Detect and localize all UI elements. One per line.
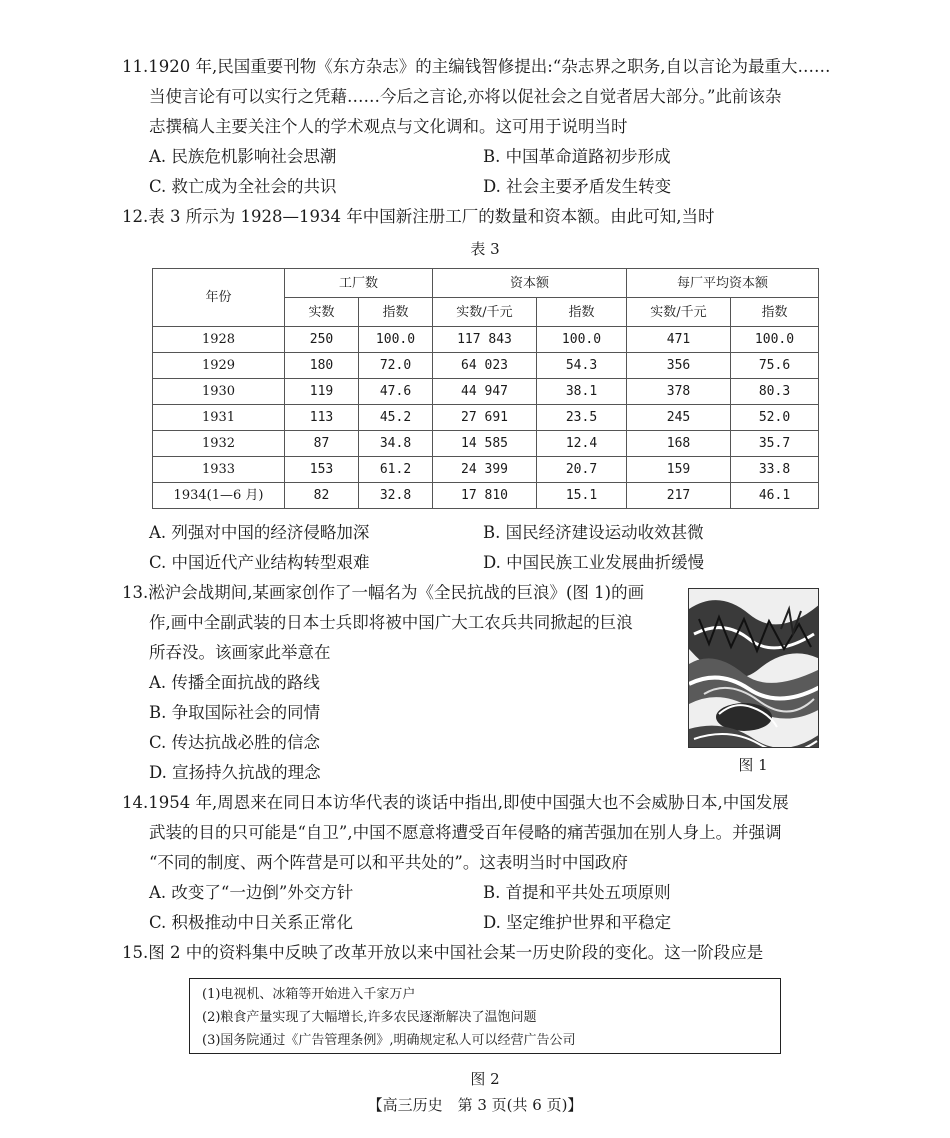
q11-option-a[interactable]: A. 民族危机影响社会思潮 [149, 147, 337, 166]
table-cell: 12.4 [537, 431, 627, 457]
figure-1-caption: 图 1 [738, 756, 768, 774]
factory-count-header: 工厂数 [285, 269, 433, 298]
q11-option-c[interactable]: C. 救亡成为全社会的共识 [149, 177, 337, 196]
question-14-line-2: 武装的目的只可能是“自卫”,中国不愿意将遭受百年侵略的痛苦强加在别人身上。并强调 [149, 823, 782, 842]
table-cell: 23.5 [537, 405, 627, 431]
table-cell: 15.1 [537, 483, 627, 509]
table-row [153, 379, 819, 405]
table-cell: 61.2 [359, 457, 433, 483]
q13-option-a[interactable]: A. 传播全面抗战的路线 [149, 673, 320, 692]
year-cell: 1933 [153, 457, 285, 483]
sub-header: 指数 [731, 298, 819, 327]
question-11-line-2: 当使言论有可以实行之凭藉……今后之言论,亦将以促社会之自觉者居大部分。”此前该杂 [149, 87, 782, 106]
table-cell: 20.7 [537, 457, 627, 483]
table-cell: 117 843 [433, 327, 537, 353]
table-row [153, 327, 819, 353]
table-cell: 32.8 [359, 483, 433, 509]
table-cell: 100.0 [731, 327, 819, 353]
year-cell: 1931 [153, 405, 285, 431]
question-15-stem: 15.图 2 中的资料集中反映了改革开放以来中国社会某一历史阶段的变化。这一阶段应是 [122, 943, 764, 962]
question-12 [122, 202, 832, 232]
sub-header: 实数 [285, 298, 359, 327]
question-11-line-1: 11.1920 年,民国重要刊物《东方杂志》的主编钱智修提出:“杂志界之职务,自以言论为最重大…… [122, 57, 831, 76]
table-row [153, 405, 819, 431]
q14-option-a[interactable]: A. 改变了“一边倒”外交方针 [149, 883, 354, 902]
question-11-line-3: 志撰稿人主要关注个人的学术观点与文化调和。这可用于说明当时 [149, 117, 628, 136]
table-cell: 47.6 [359, 379, 433, 405]
table-cell: 245 [627, 405, 731, 431]
figure-2-caption: 图 2 [470, 1070, 500, 1088]
table-cell: 35.7 [731, 431, 819, 457]
table-cell: 159 [627, 457, 731, 483]
year-cell: 1930 [153, 379, 285, 405]
figure-2-box [189, 978, 781, 1054]
q14-option-d[interactable]: D. 坚定维护世界和平稳定 [483, 913, 672, 932]
avg-capital-header: 每厂平均资本额 [627, 269, 819, 298]
year-header: 年份 [153, 269, 285, 327]
table-cell: 46.1 [731, 483, 819, 509]
figure-2-item: (2)粮食产量实现了大幅增长,许多农民逐渐解决了温饱问题 [202, 1010, 537, 1025]
q12-option-d[interactable]: D. 中国民族工业发展曲折缓慢 [483, 553, 705, 572]
table-cell: 119 [285, 379, 359, 405]
table-cell: 87 [285, 431, 359, 457]
q13-option-c[interactable]: C. 传达抗战必胜的信念 [149, 733, 321, 752]
table-row [153, 483, 819, 509]
q14-option-b[interactable]: B. 首提和平共处五项原则 [483, 883, 671, 902]
question-14-line-1: 14.1954 年,周恩来在同日本访华代表的谈话中指出,即使中国强大也不会威胁日本,中国发展 [122, 793, 789, 812]
table-cell: 44 947 [433, 379, 537, 405]
figure-1-painting [688, 588, 819, 748]
table-cell: 180 [285, 353, 359, 379]
q13-option-d[interactable]: D. 宣扬持久抗战的理念 [149, 763, 321, 782]
question-12-options [122, 518, 832, 578]
page-footer: 【高三历史 第 3 页(共 6 页)】 [367, 1096, 583, 1114]
table-cell: 75.6 [731, 353, 819, 379]
question-12-stem: 12.表 3 所示为 1928—1934 年中国新注册工厂的数量和资本额。由此可知,当时 [122, 207, 715, 226]
figure-2-item: (1)电视机、冰箱等开始进入千家万户 [202, 987, 416, 1002]
question-13-line-2: 作,画中全副武装的日本士兵即将被中国广大工农兵共同掀起的巨浪 [149, 613, 633, 632]
sub-header: 实数/千元 [627, 298, 731, 327]
q13-option-b[interactable]: B. 争取国际社会的同情 [149, 703, 321, 722]
sub-header: 指数 [537, 298, 627, 327]
question-13-line-3: 所吞没。该画家此举意在 [149, 643, 331, 662]
table-cell: 33.8 [731, 457, 819, 483]
question-14 [122, 788, 834, 938]
table-cell: 72.0 [359, 353, 433, 379]
year-cell: 1932 [153, 431, 285, 457]
table-cell: 45.2 [359, 405, 433, 431]
table-cell: 54.3 [537, 353, 627, 379]
table-row [153, 353, 819, 379]
table-cell: 153 [285, 457, 359, 483]
sub-header: 实数/千元 [433, 298, 537, 327]
table-cell: 217 [627, 483, 731, 509]
year-cell: 1928 [153, 327, 285, 353]
question-13 [122, 578, 682, 788]
table-cell: 378 [627, 379, 731, 405]
q12-option-a[interactable]: A. 列强对中国的经济侵略加深 [149, 523, 370, 542]
table-cell: 80.3 [731, 379, 819, 405]
question-14-line-3: “不同的制度、两个阵营是可以和平共处的”。这表明当时中国政府 [149, 853, 628, 872]
table-cell: 356 [627, 353, 731, 379]
question-15 [122, 938, 834, 968]
table-row [153, 431, 819, 457]
figure-2-item: (3)国务院通过《广告管理条例》,明确规定私人可以经营广告公司 [202, 1033, 576, 1048]
table-cell: 64 023 [433, 353, 537, 379]
table-cell: 17 810 [433, 483, 537, 509]
q11-option-d[interactable]: D. 社会主要矛盾发生转变 [483, 177, 672, 196]
table-cell: 100.0 [537, 327, 627, 353]
table-cell: 34.8 [359, 431, 433, 457]
table-cell: 113 [285, 405, 359, 431]
question-11 [122, 52, 834, 202]
q12-option-c[interactable]: C. 中国近代产业结构转型艰难 [149, 553, 370, 572]
capital-header: 资本额 [433, 269, 627, 298]
table-row [153, 457, 819, 483]
table-cell: 471 [627, 327, 731, 353]
painting-illustration-icon [689, 589, 819, 748]
sub-header: 指数 [359, 298, 433, 327]
q11-option-b[interactable]: B. 中国革命道路初步形成 [483, 147, 671, 166]
table-cell: 24 399 [433, 457, 537, 483]
q12-option-b[interactable]: B. 国民经济建设运动收效甚微 [483, 523, 704, 542]
year-cell: 1929 [153, 353, 285, 379]
table-3 [152, 268, 819, 509]
table-cell: 82 [285, 483, 359, 509]
table-cell: 100.0 [359, 327, 433, 353]
q14-option-c[interactable]: C. 积极推动中日关系正常化 [149, 913, 354, 932]
table-3-caption: 表 3 [470, 240, 500, 258]
table-cell: 27 691 [433, 405, 537, 431]
table-cell: 168 [627, 431, 731, 457]
table-3-body [153, 327, 819, 509]
table-cell: 38.1 [537, 379, 627, 405]
year-cell: 1934(1—6 月) [153, 483, 285, 509]
table-cell: 250 [285, 327, 359, 353]
table-cell: 14 585 [433, 431, 537, 457]
table-cell: 52.0 [731, 405, 819, 431]
question-13-line-1: 13.淞沪会战期间,某画家创作了一幅名为《全民抗战的巨浪》(图 1)的画 [122, 583, 645, 602]
